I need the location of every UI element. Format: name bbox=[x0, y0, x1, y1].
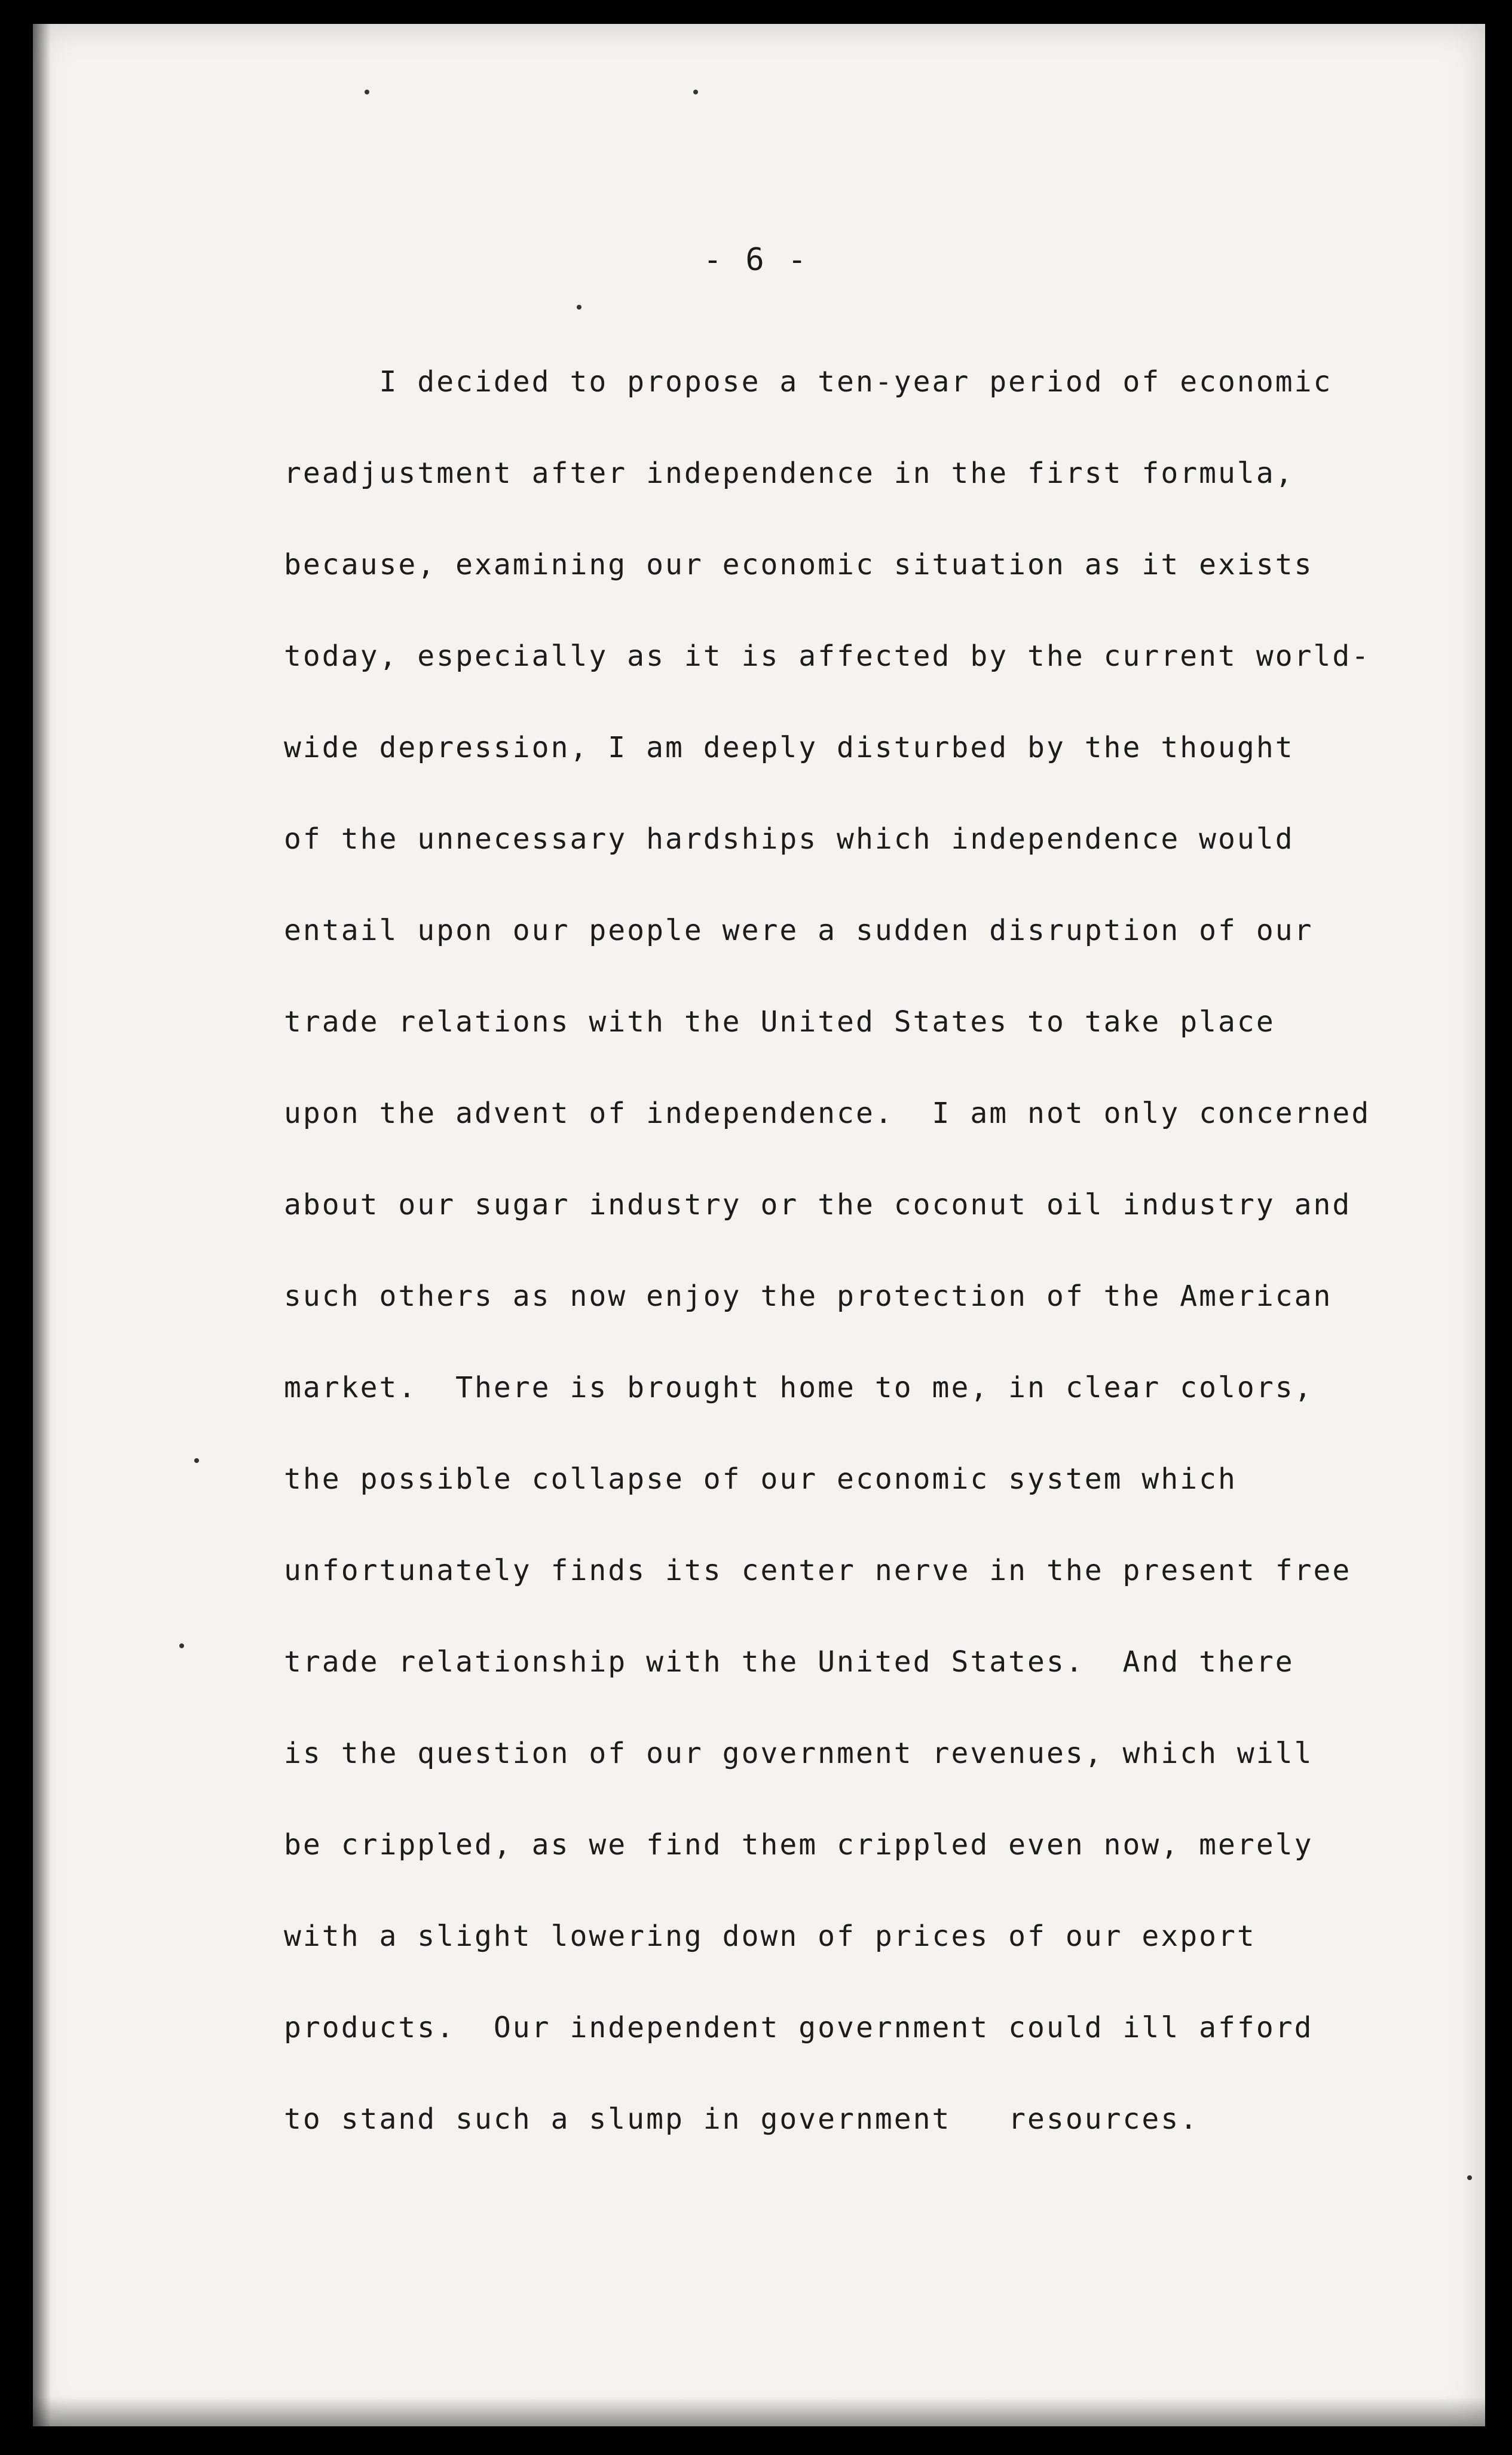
text-line: upon the advent of independence. I am not only concerned bbox=[284, 1097, 1371, 1130]
text-line: I decided to propose a ten-year period of economic bbox=[284, 365, 1333, 399]
text-line: entail upon our people were a sudden disruption of our bbox=[284, 914, 1314, 947]
text-line: is the question of our government revenues, which will bbox=[284, 1737, 1314, 1770]
text-line: to stand such a slump in government resources. bbox=[284, 2102, 1199, 2136]
text-line: trade relations with the United States to take place bbox=[284, 1005, 1275, 1039]
text-line: because, examining our economic situation as it exists bbox=[284, 548, 1314, 581]
text-line: with a slight lowering down of prices of our export bbox=[284, 1920, 1256, 1953]
ink-speck bbox=[577, 305, 581, 310]
text-line: unfortunately finds its center nerve in the present free bbox=[284, 1554, 1352, 1587]
typed-paragraph bbox=[284, 359, 1371, 2187]
ink-speck bbox=[365, 90, 369, 94]
text-line: be crippled, as we find them crippled even now, merely bbox=[284, 1828, 1314, 1862]
ink-speck bbox=[693, 90, 698, 94]
text-line: products. Our independent government could ill afford bbox=[284, 2011, 1314, 2044]
text-line: the possible collapse of our economic system which bbox=[284, 1462, 1237, 1496]
text-line: about our sugar industry or the coconut oil industry and bbox=[284, 1188, 1352, 1222]
text-line: market. There is brought home to me, in clear colors, bbox=[284, 1371, 1314, 1404]
ink-speck bbox=[179, 1643, 184, 1648]
text-line: today, especially as it is affected by the current world- bbox=[284, 639, 1371, 673]
text-line: of the unnecessary hardships which independence would bbox=[284, 822, 1294, 856]
text-line: readjustment after independence in the first formula, bbox=[284, 457, 1294, 490]
ink-speck bbox=[1467, 2175, 1472, 2180]
text-line: such others as now enjoy the protection of the American bbox=[284, 1279, 1333, 1313]
text-line: trade relationship with the United States. And there bbox=[284, 1645, 1294, 1679]
page-number: - 6 - bbox=[703, 242, 809, 278]
page-edge-shadow-bottom bbox=[33, 2396, 1485, 2426]
page-edge-shadow-left bbox=[33, 24, 51, 2426]
ink-speck bbox=[194, 1458, 199, 1463]
text-line: wide depression, I am deeply disturbed by the thought bbox=[284, 731, 1294, 764]
